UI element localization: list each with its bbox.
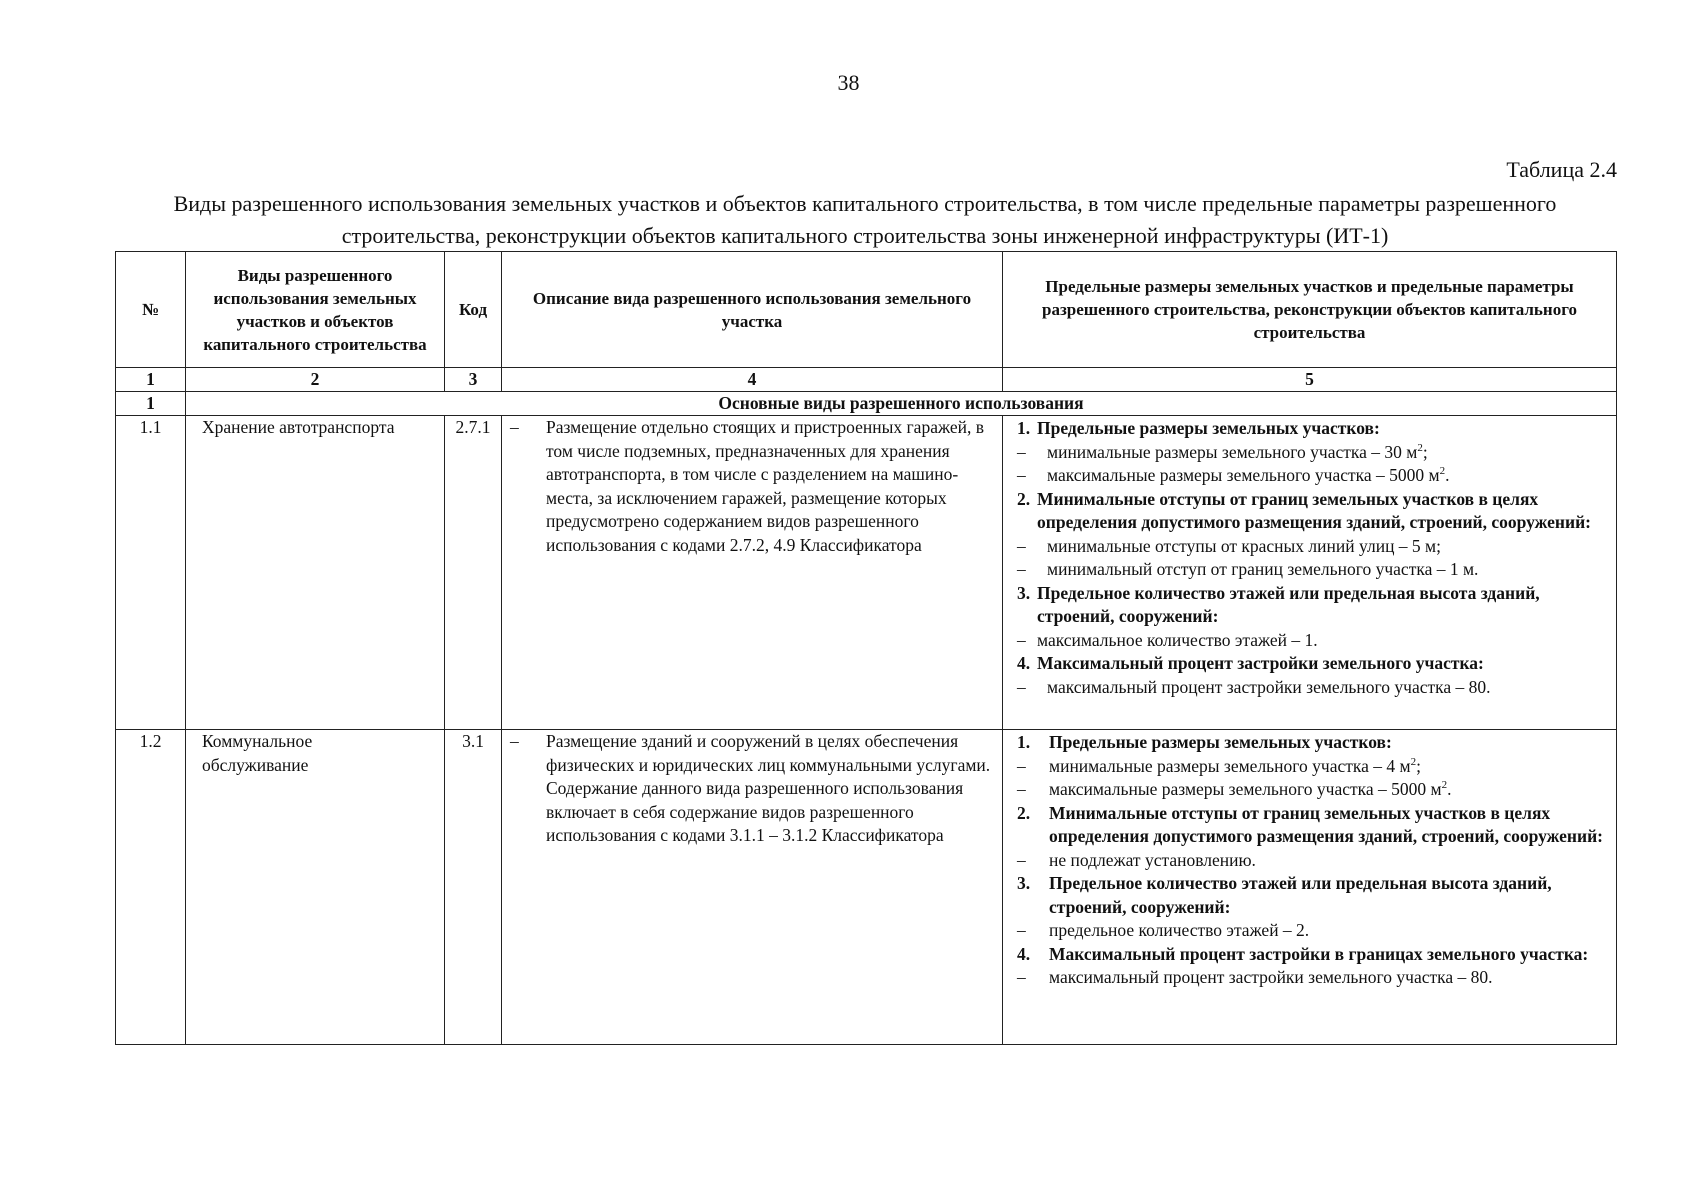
table-title: Виды разрешенного использования земельных участков и объектов капитального строительства, в том числе предельные параметры разрешенного строительства, реконструкции объектов капитального строительства зоны инженерной инфраструктуры (ИТ-1) — [173, 191, 1557, 248]
param-heading: 3. Предельное количество этажей или предельная высота зданий, строений, сооружений: — [1017, 582, 1540, 626]
row-params — [1003, 730, 1617, 1045]
param-heading: 3. Предельное количество этажей или предельная высота зданий, строений, сооружений: — [1017, 873, 1552, 917]
param-item: – максимальные размеры земельного участка – 5000 $м^2$. — [1017, 465, 1450, 485]
header-use-type: Виды разрешенного использования земельных участков и объектов капитального строительства — [186, 252, 445, 368]
param-item: – минимальные отступы от красных линий улиц – 5 м; — [1017, 535, 1441, 556]
param-item: – минимальные размеры земельного участка – 30 $м^2$; — [1017, 441, 1428, 462]
param-item: – максимальное количество этажей – 1. — [1017, 629, 1318, 650]
row-code: 3.1 — [445, 730, 502, 1045]
row-use-name: Коммунальное обслуживание — [186, 730, 445, 1045]
table-label: Таблица 2.4 — [1506, 157, 1617, 182]
param-item: – максимальный процент застройки земельного участка – 80. — [1017, 967, 1493, 987]
column-number: 3 — [445, 368, 502, 392]
param-heading: 1. Предельные размеры земельных участков: — [1017, 418, 1380, 438]
row-num: 1.1 — [116, 416, 186, 730]
param-item: – предельное количество этажей – 2. — [1017, 920, 1310, 940]
param-heading: 4. Максимальный процент застройки в границах земельного участка: — [1017, 943, 1589, 964]
header-row — [116, 252, 1617, 368]
header-num: № — [116, 252, 186, 368]
column-number-row — [116, 368, 1617, 392]
param-heading: 1. Предельные размеры земельных участков: — [1017, 732, 1392, 752]
header-description: Описание вида разрешенного использования земельного участка — [502, 252, 1003, 368]
dash: – — [510, 417, 519, 437]
description-text: Размещение зданий и сооружений в целях обеспечения физических и юридических лиц коммунальными услугами. Содержание данного вида разрешенного использования включает в себя содержание видов разрешенного использования с кодами 3.1.1 – 3.1.2 Классификатора — [546, 731, 991, 845]
row-description — [502, 416, 1003, 730]
description-text: Размещение отдельно стоящих и пристроенных гаражей, в том числе подземных, предназначенных для хранения автотранспорта, в том числе с разделением на машино-места, за исключением гаражей, размещение которых предусмотрено содержанием видов разрешенного использования с кодами 2.7.2, 4.9 Классификатора — [546, 417, 984, 555]
section-title: Основные виды разрешенного использования — [186, 392, 1617, 416]
param-item: – не подлежат установлению. — [1017, 849, 1256, 870]
section-num: 1 — [116, 392, 186, 416]
row-code: 2.7.1 — [445, 416, 502, 730]
param-item: – максимальный процент застройки земельного участка – 80. — [1017, 676, 1491, 697]
column-number: 2 — [186, 368, 445, 392]
header-code: Код — [445, 252, 502, 368]
dash: – — [510, 731, 519, 751]
param-heading: 2. Минимальные отступы от границ земельных участков в целях определения допустимого размещения зданий, строений, сооружений: — [1017, 488, 1591, 532]
column-number: 5 — [1003, 368, 1617, 392]
column-number: 4 — [502, 368, 1003, 392]
param-item: – максимальные размеры земельного участка – 5000 $м^2$. — [1017, 779, 1452, 799]
param-item: – минимальный отступ от границ земельного участка – 1 м. — [1017, 559, 1479, 579]
row-description — [502, 730, 1003, 1045]
row-params — [1003, 416, 1617, 730]
section-row — [116, 392, 1617, 416]
table-row — [116, 730, 1617, 1045]
land-use-table — [115, 251, 1617, 1045]
param-item: – минимальные размеры земельного участка – 4 $м^2$; — [1017, 755, 1421, 776]
table-row — [116, 416, 1617, 730]
param-heading: 2. Минимальные отступы от границ земельных участков в целях определения допустимого размещения зданий, строений, сооружений: — [1017, 802, 1603, 846]
row-use-name: Хранение автотранспорта — [186, 416, 445, 730]
header-params: Предельные размеры земельных участков и предельные параметры разрешенного строительства, реконструкции объектов капитального строительства — [1003, 252, 1617, 368]
page-number: 38 — [837, 70, 860, 95]
column-number: 1 — [116, 368, 186, 392]
row-num: 1.2 — [116, 730, 186, 1045]
param-heading: 4. Максимальный процент застройки земельного участка: — [1017, 653, 1484, 673]
